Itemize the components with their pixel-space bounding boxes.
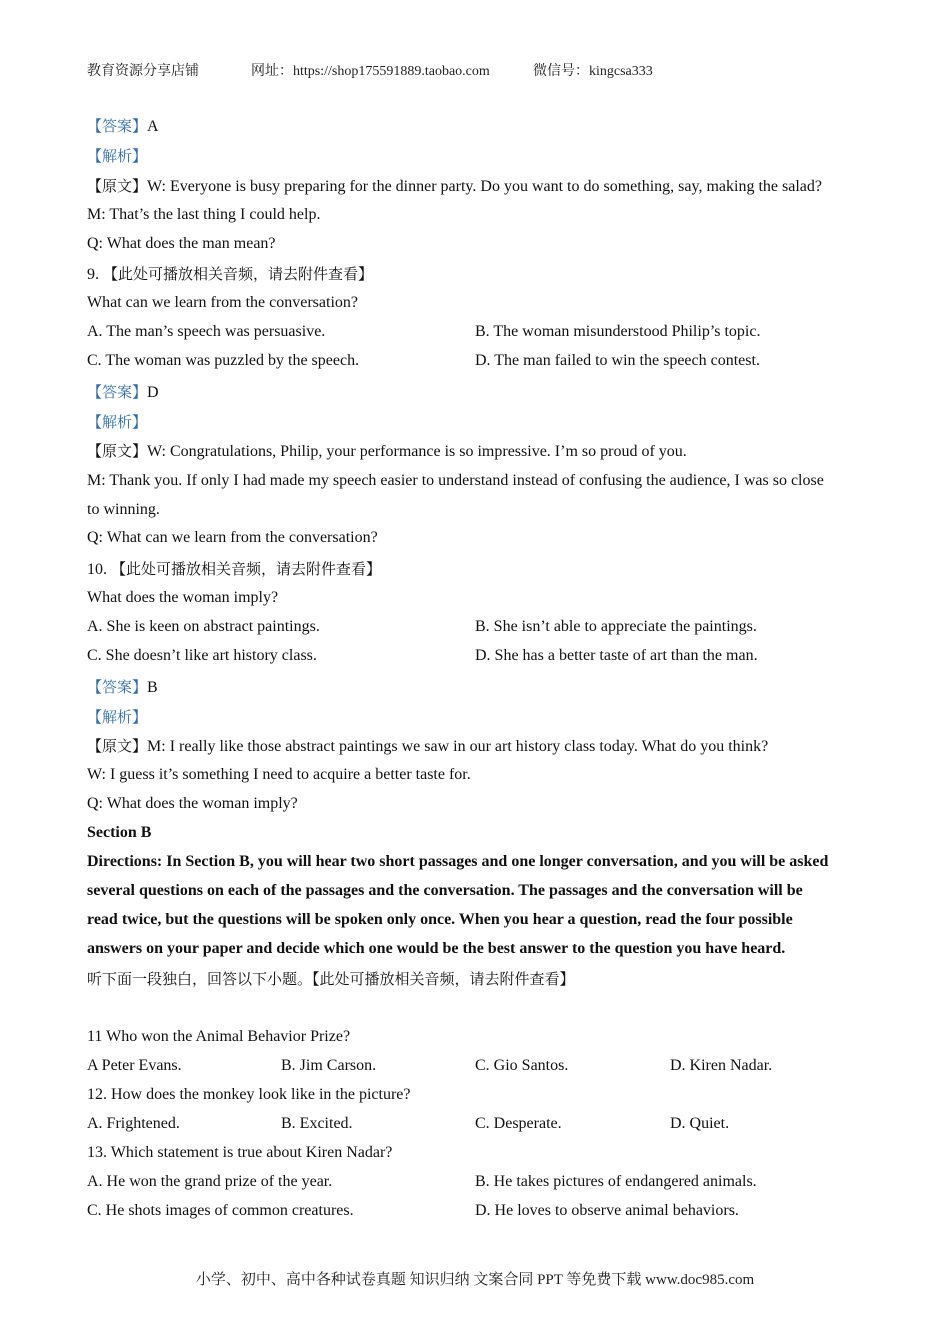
q9-number: 9. <box>87 266 99 283</box>
answer-label: 【答案】 <box>87 117 148 135</box>
q9-m2: to winning. <box>87 501 160 518</box>
q12-opt-b: B. Excited. <box>281 1115 353 1132</box>
answer-label: 【答案】 <box>87 678 148 696</box>
directions-line-2: several questions on each of the passages and the conversation. The passages and the conversation will be <box>87 882 803 899</box>
q9-answer: D <box>147 384 159 401</box>
q8-w: W: Everyone is busy preparing for the dinner party. Do you want to do something, say, making the salad? <box>147 178 822 195</box>
q9-question: What can we learn from the conversation? <box>87 294 358 311</box>
header-shop: 教育资源分享店铺 <box>87 64 199 79</box>
q8-original <box>87 176 822 197</box>
q8-m: M: That’s the last thing I could help. <box>87 206 321 223</box>
q10-answer: B <box>147 679 158 696</box>
q13-opt-b: B. He takes pictures of endangered animals. <box>475 1173 757 1190</box>
q10-opt-a: A. She is keen on abstract paintings. <box>87 618 320 635</box>
q8-q: Q: What does the man mean? <box>87 235 276 252</box>
q10-w: W: I guess it’s something I need to acquire a better taste for. <box>87 766 471 783</box>
q12-opt-c: C. Desperate. <box>475 1115 562 1132</box>
q11-question: 11 Who won the Animal Behavior Prize? <box>87 1028 351 1045</box>
q11-opt-c: C. Gio Santos. <box>475 1057 569 1074</box>
q13-opt-d: D. He loves to observe animal behaviors. <box>475 1202 739 1219</box>
directions-line-4: answers on your paper and decide which one would be the best answer to the question you have heard. <box>87 940 786 957</box>
directions-line-3: read twice, but the questions will be spoken only once. When you hear a question, read the four possible <box>87 911 793 928</box>
q8-answer: A <box>147 118 159 135</box>
section-b-instruction: 听下面一段独白，回答以下小题。【此处可播放相关音频，请去附件查看】 <box>87 970 575 988</box>
q9-audio: 【此处可播放相关音频，请去附件查看】 <box>103 265 374 283</box>
q10-opt-c: C. She doesn’t like art history class. <box>87 647 317 664</box>
q8-answer-line <box>87 116 159 137</box>
original-label: 【原文】 <box>87 737 148 755</box>
q9-analysis <box>87 412 147 433</box>
original-label: 【原文】 <box>87 442 148 460</box>
q10-m: M: I really like those abstract paintings we saw in our art history class today. What do you think? <box>147 738 769 755</box>
analysis-label: 【解析】 <box>87 708 148 726</box>
q13-opt-c: C. He shots images of common creatures. <box>87 1202 354 1219</box>
q8-analysis <box>87 146 147 167</box>
footer: 小学、初中、高中各种试卷真题 知识归纳 文案合同 PPT 等免费下载 www.doc985.com <box>195 1272 755 1288</box>
q10-audio: 【此处可播放相关音频，请去附件查看】 <box>111 560 382 578</box>
q10-question: What does the woman imply? <box>87 589 279 606</box>
q9-answer-line <box>87 382 159 403</box>
q9-opt-d: D. The man failed to win the speech contest. <box>475 352 760 369</box>
q10-number: 10. <box>87 561 107 578</box>
q11-opt-a: A Peter Evans. <box>87 1057 182 1074</box>
q9-q: Q: What can we learn from the conversation? <box>87 529 378 546</box>
q11-opt-d: D. Kiren Nadar. <box>670 1057 773 1074</box>
analysis-label: 【解析】 <box>87 413 148 431</box>
q12-question: 12. How does the monkey look like in the picture? <box>87 1086 411 1103</box>
q9-opt-c: C. The woman was puzzled by the speech. <box>87 352 360 369</box>
q12-opt-d: D. Quiet. <box>670 1115 730 1132</box>
q9-header <box>87 264 373 285</box>
original-label: 【原文】 <box>87 177 148 195</box>
section-b-title: Section B <box>87 824 152 841</box>
q9-m1: M: Thank you. If only I had made my speech easier to understand instead of confusing the audience, I was so close <box>87 472 824 489</box>
analysis-label: 【解析】 <box>87 147 148 165</box>
q9-opt-a: A. The man’s speech was persuasive. <box>87 323 326 340</box>
q10-opt-b: B. She isn’t able to appreciate the paintings. <box>475 618 757 635</box>
q13-opt-a: A. He won the grand prize of the year. <box>87 1173 333 1190</box>
answer-label: 【答案】 <box>87 383 148 401</box>
q10-original <box>87 736 768 757</box>
q9-opt-b: B. The woman misunderstood Philip’s topic. <box>475 323 761 340</box>
q10-opt-d: D. She has a better taste of art than the man. <box>475 647 758 664</box>
q10-q: Q: What does the woman imply? <box>87 795 298 812</box>
header-wechat: 微信号：kingcsa333 <box>533 64 653 79</box>
q12-opt-a: A. Frightened. <box>87 1115 180 1132</box>
q11-opt-b: B. Jim Carson. <box>281 1057 377 1074</box>
directions-line-1: Directions: In Section B, you will hear two short passages and one longer conversation, and you will be asked <box>87 853 829 870</box>
q10-header <box>87 559 381 580</box>
q10-answer-line <box>87 677 158 698</box>
q9-original <box>87 441 687 462</box>
header-url: 网址：https://shop175591889.taobao.com <box>251 64 490 79</box>
q13-question: 13. Which statement is true about Kiren Nadar? <box>87 1144 393 1161</box>
q10-analysis <box>87 707 147 728</box>
q9-w: W: Congratulations, Philip, your performance is so impressive. I’m so proud of you. <box>147 443 687 460</box>
